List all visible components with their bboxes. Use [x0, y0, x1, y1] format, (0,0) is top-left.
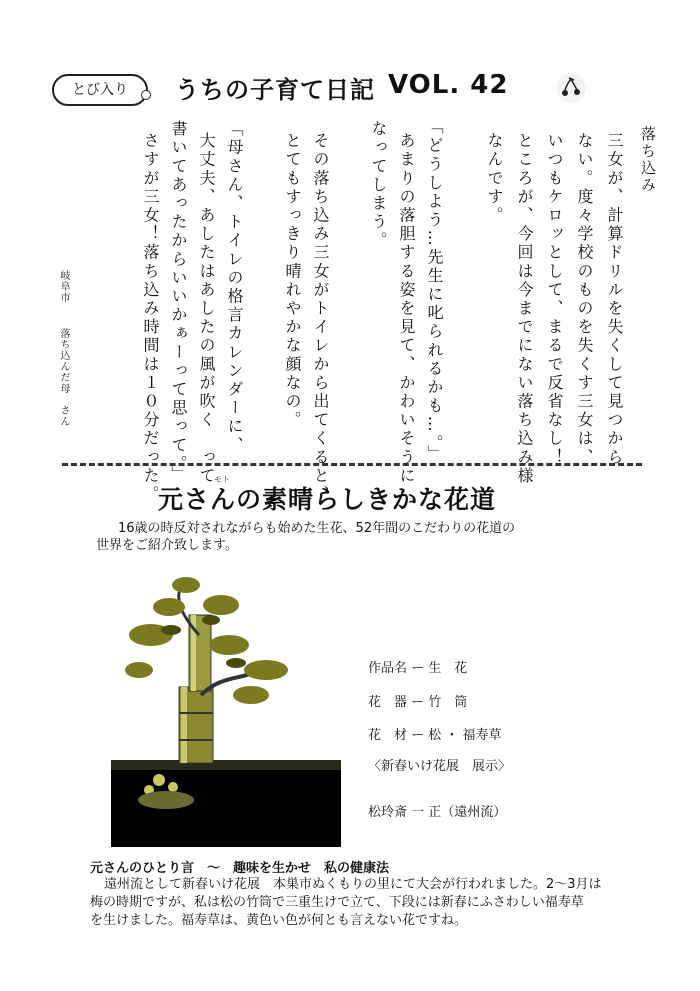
artwork-artist: 松玲斎 一 正（遠州流）: [368, 805, 507, 820]
essay-line: さすが三女！落ち込み時間は１０分だった。: [141, 132, 160, 504]
section-divider: [62, 463, 642, 466]
corner-badge: とび入り: [52, 74, 148, 106]
essay-line: いつもケロッとして、まるで反省なし！: [545, 132, 564, 467]
essay-line: その落ち込み三女がトイレから出てくると、: [311, 132, 330, 504]
essay-title: 落ち込み: [639, 126, 657, 194]
essay-line: ない。度々学校のものを失くす三女は、: [575, 132, 594, 467]
artwork-vessel: 花 器 ー 竹 筒: [368, 695, 468, 710]
section-title: 元さんの素晴らしきかな花道: [158, 485, 497, 514]
words-line: を生けました。福寿草は、黄色い色が何とも言えない花ですね。: [90, 913, 468, 928]
essay-line: あまりの落胆する姿を見て、かわいそうに: [397, 132, 416, 486]
title-ruby: モト: [214, 475, 230, 484]
essay-line: 「母さん、トイレの格言カレンダーに、: [225, 120, 244, 455]
section-intro: [96, 520, 616, 554]
essay-line: 書いてあったからいいかぁーって思って。」: [169, 120, 188, 484]
essay-line: 三女が、計算ドリルを失くして見つから: [605, 132, 624, 467]
author-name: 落ち込んだ母 さん: [58, 328, 69, 427]
artwork-exhibit: 〈新春いけ花展 展示〉: [368, 759, 512, 774]
essay-line: 「どうしよう…先生に叱られるかも…。」: [425, 118, 444, 464]
cherry-icon: [556, 73, 586, 103]
essay-line: とてもすっきり晴れやかな顔なの。: [283, 132, 302, 430]
words-line: 遠州流として新春いけ花展 本巣市ぬくもりの里にて大会が行われました。2～3月は: [104, 877, 602, 892]
words-title: 元さんのひとり言 ～ 趣味を生かせ 私の健康法: [90, 861, 390, 876]
volume-number: VOL. 42: [388, 70, 509, 100]
words-line: 梅の時期ですが、私は松の竹筒で三重生けで立て、下段には新春にふさわしい福寿草: [90, 895, 584, 910]
intro-line: 16歳の時反対されながらも始めた生花、52年間のこだわりの花道の: [118, 521, 516, 536]
ikebana-photo: [111, 575, 341, 847]
intro-line: 世界をご紹介致します。: [96, 538, 238, 553]
badge-bubble-tail: [141, 90, 151, 100]
essay-line: ところが、今回は今までにない落ち込み様: [515, 132, 534, 486]
words-body: [90, 876, 640, 930]
essay-line: なんです。: [485, 132, 504, 225]
author-city: 岐阜市: [58, 270, 69, 303]
page-title: うちの子育て日記: [175, 76, 375, 104]
essay-line: なってしまう。: [369, 120, 388, 251]
artwork-name: 作品名 ー 生 花: [368, 661, 468, 676]
essay-line: 大丈夫、あしたはあしたの風が吹く って: [197, 132, 216, 486]
artwork-material: 花 材 ー 松 ・ 福寿草: [368, 728, 502, 743]
